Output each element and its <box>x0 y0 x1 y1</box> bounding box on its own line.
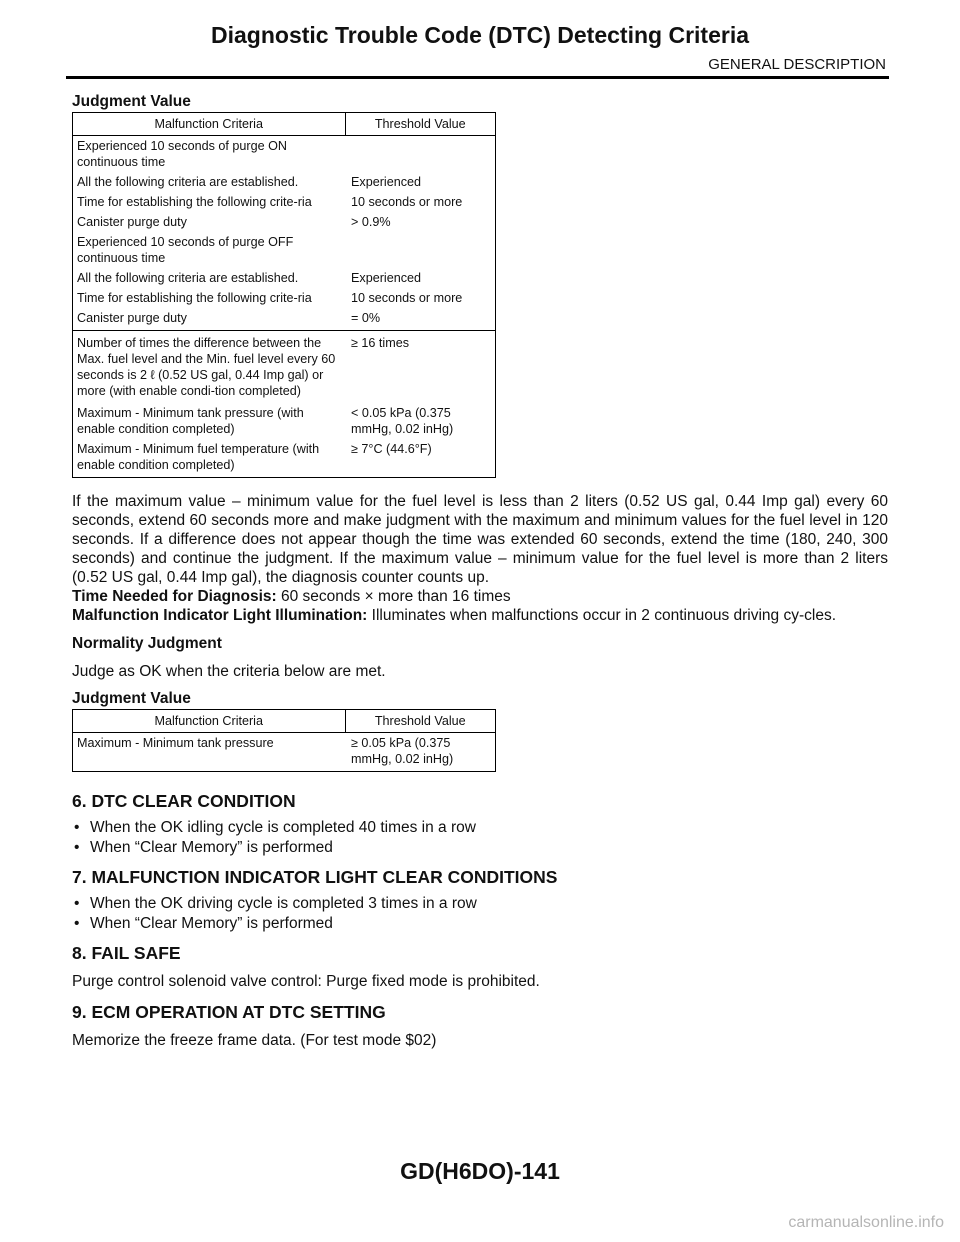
spacer <box>72 654 888 662</box>
spacer <box>72 858 888 866</box>
table-row: Time for establishing the following crite-ria 10 seconds or more <box>73 192 496 212</box>
judgment-value-title: Judgment Value <box>72 93 191 110</box>
table-header-criteria: Malfunction Criteria <box>73 710 346 733</box>
section-9-text: Memorize the freeze frame data. (For test mode $02) <box>72 1032 437 1049</box>
table-row: Canister purge duty = 0% <box>73 308 496 331</box>
table-row: All the following criteria are established. Experienced <box>73 268 496 288</box>
mil-label: Malfunction Indicator Light Illumination: <box>72 607 368 624</box>
mil-value: Illuminates when malfunctions occur in 2 continuous driving cy-cles. <box>367 607 837 624</box>
list-item: • When “Clear Memory” is performed <box>72 914 888 934</box>
spacer <box>72 772 888 790</box>
spacer <box>72 934 888 942</box>
section-9-title: 9. ECM OPERATION AT DTC SETTING <box>72 1002 386 1022</box>
judgment-value-table <box>72 112 496 478</box>
section-7-title: 7. MALFUNCTION INDICATOR LIGHT CLEAR CONDITIONS <box>72 867 558 887</box>
time-needed-line <box>72 587 888 606</box>
section-6-list <box>72 818 888 858</box>
time-needed-label: Time Needed for Diagnosis: <box>72 588 277 605</box>
watermark: carmanualsonline.info <box>788 1214 944 1231</box>
table-row: Maximum - Minimum tank pressure ≥ 0.05 kPa (0.375 mmHg, 0.02 inHg) <box>73 733 496 772</box>
spacer <box>72 681 888 689</box>
list-item: • When the OK driving cycle is completed 3 times in a row <box>72 894 888 914</box>
table-row: Number of times the difference between the Max. fuel level and the Min. fuel level every 60 seconds is 2 ℓ (0.52 US gal, 0.44 Imp gal) or more (with enable condi-tion completed) ≥ 16 times <box>73 331 496 404</box>
table-row: Time for establishing the following crite-ria 10 seconds or more <box>73 288 496 308</box>
normality-judgment-title: Normality Judgment <box>72 635 222 652</box>
list-item: • When “Clear Memory” is performed <box>72 838 888 858</box>
section-7-list <box>72 894 888 934</box>
judgment-value-title-2: Judgment Value <box>72 690 191 707</box>
mil-line <box>72 606 888 625</box>
table-row: Canister purge duty > 0.9% <box>73 212 496 232</box>
spacer <box>72 625 888 634</box>
list-item: • When the OK idling cycle is completed 40 times in a row <box>72 818 888 838</box>
spacer <box>72 1023 888 1031</box>
page-number: GD(H6DO)-141 <box>400 1158 560 1184</box>
table-header-threshold: Threshold Value <box>345 710 496 733</box>
table-row: Experienced 10 seconds of purge OFF continuous time <box>73 232 496 268</box>
spacer <box>72 991 888 1001</box>
table-row: Maximum - Minimum tank pressure (with enable condition completed) < 0.05 kPa (0.375 mmHg, 0.02 inHg) <box>73 403 496 439</box>
table-row: Experienced 10 seconds of purge ON continuous time <box>73 136 496 173</box>
table-row: All the following criteria are established. Experienced <box>73 172 496 192</box>
section-8-text: Purge control solenoid valve control: Purge fixed mode is prohibited. <box>72 973 540 990</box>
table-header-criteria: Malfunction Criteria <box>73 113 346 136</box>
section-6-title: 6. DTC CLEAR CONDITION <box>72 791 296 811</box>
table-header-threshold: Threshold Value <box>345 113 496 136</box>
page-title: Diagnostic Trouble Code (DTC) Detecting Criteria <box>211 22 749 48</box>
spacer <box>72 964 888 972</box>
spacer <box>72 478 888 492</box>
section-8-title: 8. FAIL SAFE <box>72 943 181 963</box>
section-label: GENERAL DESCRIPTION <box>708 56 886 73</box>
fuel-level-paragraph: If the maximum value – minimum value for the fuel level is less than 2 liters (0.52 US gal, 0.44 Imp gal) every 60 seconds, extend 60 seconds more and make judgment with the maximum and minimum values for the fuel level in 120 seconds. If a difference does not appear though the time was extended 60 seconds, extend the time (180, 240, 300 seconds) and continue the judgment. If the maximum value – minimum value for the fuel level is more than 2 liters (0.52 US gal, 0.44 Imp gal), the diagnosis counter counts up. <box>72 493 888 586</box>
normality-judgment-text: Judge as OK when the criteria below are met. <box>72 663 386 680</box>
table-row: Maximum - Minimum fuel temperature (with enable condition completed) ≥ 7°C (44.6°F) <box>73 439 496 478</box>
time-needed-value: 60 seconds × more than 16 times <box>276 588 511 605</box>
header-rule <box>66 76 889 79</box>
page-content <box>72 92 888 1050</box>
judgment-value-table-2 <box>72 709 496 772</box>
